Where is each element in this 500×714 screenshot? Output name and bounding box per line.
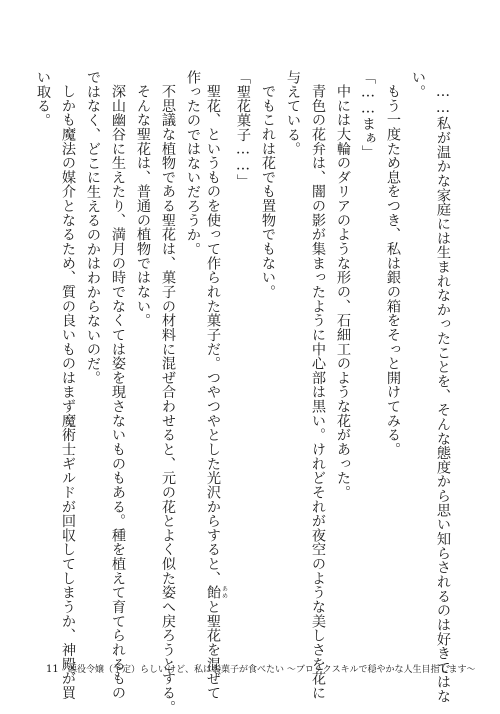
text-line-7: 与えている。 [285,70,301,156]
text-line-3: もう一度ため息をつき、私は銀の箱をそっと開けてみる。 [385,84,401,457]
page-footer [46,663,476,677]
page-number: 11 [46,664,59,675]
text-line-11: 作ったのではないだろうか。 [185,70,201,257]
text-line-4: 「……まぁ」 [360,70,376,160]
text-line-16: しかも魔法の媒介となるため、質の良いものはまず魔術士ギルドが回収してしまうか、神殿が買 [60,84,76,700]
text-line-14: 深山幽谷に生えたり、満月の時でなくては姿を現さないものもある。種を植えて育てられるもの [110,84,126,700]
text-line-15: ではなく、どこに生えるのかはわからないのだ。 [85,70,101,386]
ruby-word: 飴 あめ [205,585,228,600]
text-line-13: そんな聖花は、普通の植物ではない。 [135,84,151,328]
text-line-1: ……私が温かな家庭には生まれなかったことを、そんな態度から思い知らされるのは好きではな [435,84,451,704]
text-line-2: い。 [410,70,426,99]
text-line-17: い取る。 [35,70,51,128]
text-line-6: 青色の花弁は、闇の影が集まったように中心部は黒い。けれどそれが夜空のような美しさを花に [310,84,326,700]
ruby-reading: あめ [220,585,228,600]
text-line-9: 「聖花菓子……」 [235,70,251,189]
running-title: 悪役令嬢（予定）らしいけど、私はお菓子が食べたい ～ブロックスキルで穏やかな人生目指します～ [68,665,476,675]
text-line-5: 中には大輪のダリアのような形の、石細工のような花があった。 [335,84,351,500]
text-line-8: でもこれは花でも置物でもない。 [260,84,276,299]
text-line-12: 不思議な植物である聖花は、菓子の材料に混ぜ合わせると、元の花とよく似た姿へ戻ろうとする。 [160,84,176,714]
text-line-10: 聖花、というものを使って作られた菓子だ。つやつやとした光沢からすると、飴 あめと聖花を混ぜて [205,84,228,700]
